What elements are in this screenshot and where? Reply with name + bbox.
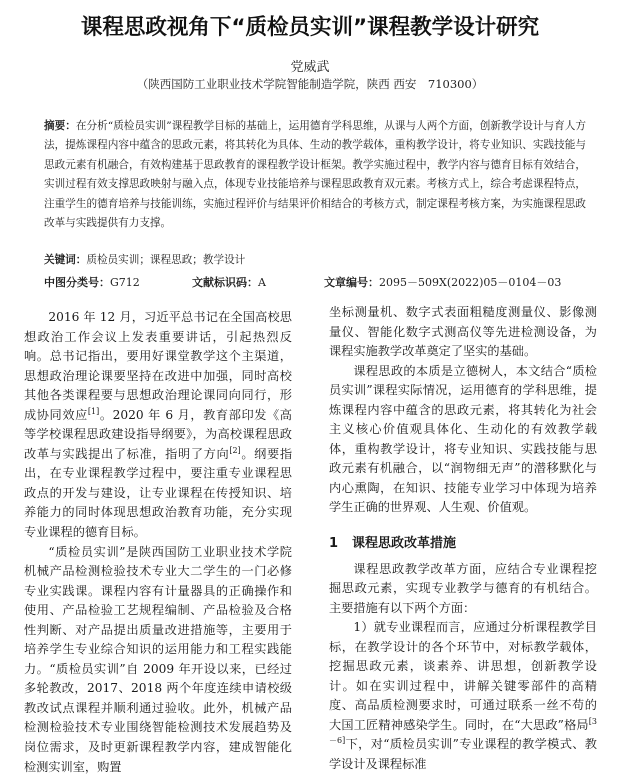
- body-left-column: [24, 308, 292, 777]
- paper-title: 课程思政视角下“质检员实训”课程教学设计研究: [80, 15, 540, 40]
- section-number: 1: [329, 536, 339, 552]
- article-number: 文章编号：2095－509X(2022)05－0104－03: [324, 276, 562, 289]
- citation: [3－6]: [329, 716, 597, 746]
- abstract-text: 在分析“质检员实训”课程教学目标的基础上，运用德育学科思维，从课与人两个方面，创新教学设计与育人方法，提炼课程内容中蕴含的思政元素，将其转化为具体、生动的教学载体，重构教学设计，将专业知识、实践技能与思政元素有机融合，有效构建基于思政教育的课程教学设计框架。教学实施过程中，教学内容与德育目标有效结合，实训过程有效支撑思政映射与融入点，体现专业技能培养与课程思政教育双元素。考核方式上，综合考虑课程特点，注重学生的德育培养与技能训练，实施过程评价与结果评价相结合的考核方式，制定课程考核方案，为实施课程思政改革与实践提供有力支撑。: [44, 120, 587, 230]
- keywords-text: 质检员实训；课程思政；教学设计: [86, 254, 246, 266]
- citation: [1]: [87, 406, 100, 416]
- citation: [2]: [229, 445, 241, 455]
- abstract: [44, 117, 586, 233]
- paragraph: 课程思政的本质是立德树人，本文结合“质检员实训”课程实际情况，运用德育的学科思维，提炼课程内容中蕴含的思政元素，将其转化为社会主义核心价值观具体化、生动化的有效教学载体，重构教学设计，将专业知识、实践技能与思政元素有机融合，以“润物细无声”的潜移默化与内心熏陶，在知识、技能专业学习中体现为培养学生正确的世界观、人生观、价值观。: [329, 363, 597, 515]
- clc-number: 中图分类号：G712: [44, 276, 140, 289]
- document-code: 文献标识码：A: [192, 276, 266, 289]
- section-title: 课程思政改革措施: [352, 536, 457, 552]
- paragraph: 课程思政教学改革方面，应结合专业课程挖掘思政元素，实现专业教学与德育的有机结合。主要措施有以下两个方面：: [329, 561, 597, 615]
- keywords-label: 关键词：: [44, 254, 87, 266]
- abstract-label: 摘要：: [44, 120, 76, 132]
- paragraph: 坐标测量机、数字式表面粗糙度测量仪、影像测量仪、智能化数字式测高仪等先进检测设备，为课程实施教学改革奠定了坚实的基础。: [329, 305, 597, 359]
- section-heading: [329, 534, 597, 554]
- author-affiliation: （陕西国防工业职业技术学院智能制造学院，陕西 西安 710300）: [136, 77, 484, 91]
- paragraph: 2016 年 12 月，习近平总书记在全国高校思想政治工作会议上发表重要讲话，引起热烈反响。总书记指出，要用好课堂教学这个主渠道，思想政治理论课要坚持在改进中加强，同时高校其他各类课程要与思想政治理论课同向同行，形成协同效应[1]。2020 年 6 月，教育部印发《高等学校课程思政建设指导纲要》，为高校课程思政改革与实践提出了标准，指明了方向[2]。纲要指出，在专业课程教学过程中，要注重专业课程思政点的开发与建设，让专业课程在传授知识、培养能力的同时体现思想政治教育功能，充分实现专业课程的德育目标。: [24, 310, 293, 540]
- author-name: 党威武: [290, 60, 330, 75]
- classification-line: [44, 274, 586, 290]
- body-right-column: [329, 303, 597, 775]
- paragraph: 1）就专业课程而言，应通过分析课程教学目标，在教学设计的各个环节中，对标教学载体，挖掘思政元素，谈素养、讲思想，创新教学设计。如在实训过程中，讲解关键零部件的高精度、高品质检测要求时，可通过联系一丝不苟的大国工匠精神感染学生。同时，在“大思政”格局[3－6]下，对“质检员实训”专业课程的教学模式、教学设计及课程标准: [329, 620, 597, 772]
- keywords: [44, 252, 586, 267]
- paragraph: “质检员实训”是陕西国防工业职业技术学院机械产品检测检验技术专业大二学生的一门必修专业实践课。课程内容有计量器具的正确操作和使用、产品检验工艺规程编制、产品检验及合格性判断、对产品提出质量改进措施等，主要用于培养学生专业综合知识的运用能力和工程实践能力。“质检员实训”自 2009 年开设以来，已经过多轮教改，2017、2018 两个年度连续申请校级教改试点课程并顺利通过验收。此外，机械产品检测检验技术专业围绕智能检测技术发展趋势及岗位需求，及时更新课程教学内容，建成智能化检测实训室，购置: [24, 544, 292, 774]
